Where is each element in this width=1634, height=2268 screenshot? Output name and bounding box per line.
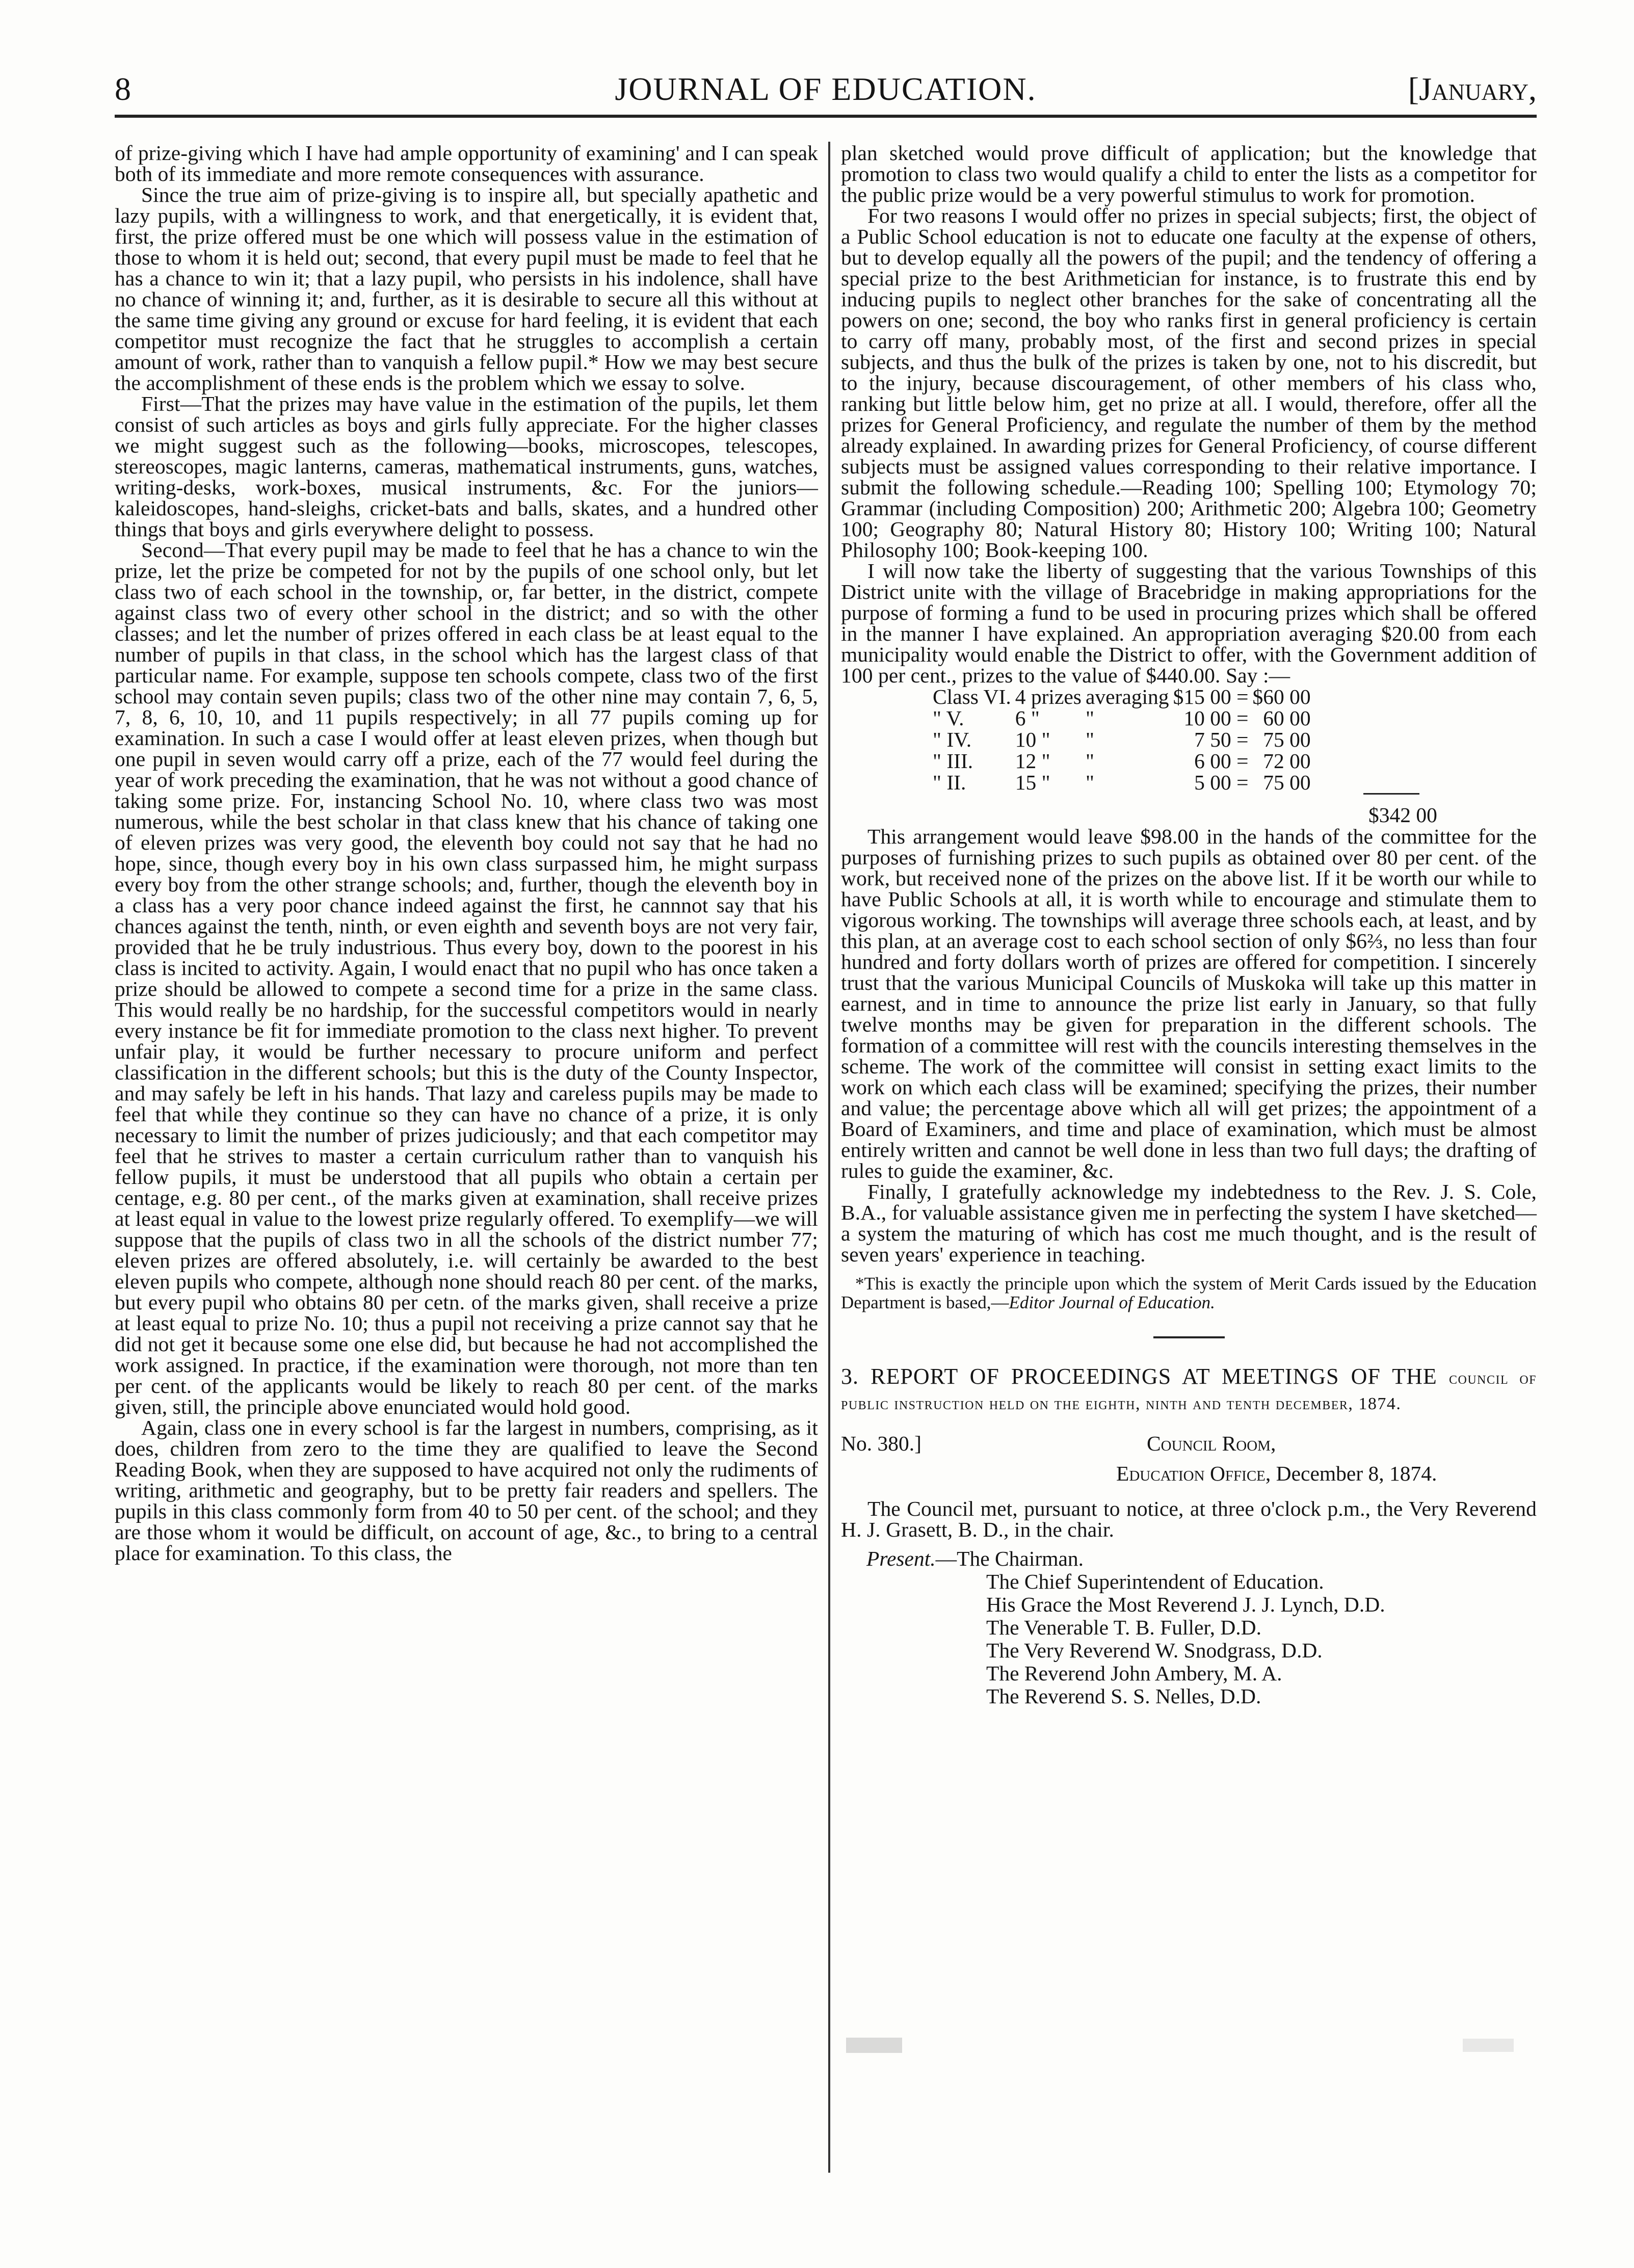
section-heading: 3. REPORT OF PROCEEDINGS AT MEETINGS OF THE council of public instruction held on the eighth, ninth and tenth december, 1874. [841, 1364, 1537, 1413]
table-cell: 10 00 = [1183, 706, 1249, 730]
paragraph: I will now take the liberty of suggesting that the various Townships of this District unite with the village of Bracebridge in making appropriations for the purpose of forming a fund to be used in procuring prizes which shall be offered in the manner I have explained. An appropriation averaging $20.00 from each municipality would enable the District to offer, with the Government addition of 100 per cent., prizes to the value of $440.00. Say :— [841, 559, 1537, 687]
list-item: The Chief Superintendent of Education. [986, 1570, 1324, 1593]
minute-header [841, 1429, 1537, 1458]
paragraph: Again, class one in every school is far the largest in numbers, comprising, as it does, children from zero to the time they are qualified to leave the Second Reading Book, when they are supposed to have acquired not only the rudiments of writing, arithmetic and geography, but to be pretty fair readers and spellers. The pupils in this class commonly form from 40 to 50 per cent. of the school; and they are those whom it would be difficult, on account of age, &c., to bring to a central place for examination. To this class, the [115, 1416, 818, 1565]
list-item: The Reverend S. S. Nelles, D.D. [986, 1684, 1261, 1708]
table-cell: 15 " [1015, 771, 1050, 794]
list-item: His Grace the Most Reverend J. J. Lynch, D.D. [986, 1593, 1385, 1616]
table-cell: 6 " [1015, 706, 1040, 730]
meeting-place: Council Room, [1147, 1432, 1276, 1455]
table-cell: 72 00 [1263, 749, 1311, 773]
table-cell: averaging [1085, 685, 1169, 708]
scan-smudge [1463, 2039, 1514, 2052]
table-cell: 60 00 [1263, 706, 1311, 730]
paragraph: Finally, I gratefully acknowledge my indebtedness to the Rev. J. S. Cole, B.A., for valuable assistance given me in perfecting the system I have sketched—a system the maturing of which has cost me much thought, and is the result of seven years' experience in teaching. [841, 1180, 1537, 1266]
table-cell: 4 prizes [1015, 685, 1082, 708]
meeting-date: Education Office, December 8, 1874. [1116, 1462, 1437, 1485]
list-item: The Reverend John Ambery, M. A. [986, 1662, 1282, 1685]
table-row [933, 750, 1315, 772]
table-cell: $60 00 [1252, 685, 1311, 708]
table-cell: " [1085, 771, 1094, 794]
table-cell: " [1085, 749, 1094, 773]
prize-total: $342 00 [1368, 803, 1437, 827]
paragraph: of prize-giving which I have had ample opportunity of examining' and I can speak both of its immediate and more remote consequences with assurance. [115, 141, 818, 186]
table-cell: " III. [933, 749, 973, 773]
table-row [933, 686, 1315, 707]
table-row [933, 729, 1315, 750]
table-cell: " [1085, 706, 1094, 730]
table-cell: $15 00 = [1173, 685, 1249, 708]
header-month: [January, [1408, 71, 1537, 107]
header-rule [115, 115, 1537, 118]
table-cell: 5 00 = [1194, 771, 1249, 794]
paragraph: First—That the prizes may have value in the estimation of the pupils, let them consist of such articles as boys and girls fully appreciate. For the higher classes we might suggest such as the following—books, microscopes, telescopes, stereoscopes, magic lanterns, cameras, mathematical instruments, guns, watches, writing-desks, work-boxes, musical instruments, &c. For the juniors—kaleidoscopes, hand-sleighs, cricket-bats and balls, skates, and a hundred other things that boys and girls everywhere delight to possess. [115, 392, 818, 541]
minute-number: No. 380.] [841, 1432, 921, 1455]
paragraph: The Council met, pursuant to notice, at three o'clock p.m., the Very Reverend H. J. Grasett, B. D., in the chair. [841, 1497, 1537, 1541]
left-column [115, 143, 818, 1564]
table-cell: " V. [933, 706, 964, 730]
table-cell: 6 00 = [1194, 749, 1249, 773]
paragraph: Second—That every pupil may be made to feel that he has a chance to win the prize, let the prize be competed for not by the pupils of one school only, but let class two of each school in the township, or, far better, in the district, compete against class two of every other school in the district; and so with the other classes; and let the number of prizes offered in each class be at least equal to the number of pupils in that class, in the school which has the largest class of that particular name. For example, suppose ten schools compete, class two of the first school may contain seven pupils; class two of the other nine may contain 7, 6, 5, 7, 8, 6, 10, 10, and 11 pupils respectively; in all 77 pupils coming up for examination. In such a case I would offer at least eleven prizes, when though but one pupil in seven would carry off a prize, each of the 77 would feel during the year of work preceding the examination, that he was not without a good chance of taking some prize. For, instancing School No. 10, where class two was most numerous, while the best scholar in that class knew that his chance of taking one of eleven prizes was very good, the eleventh boy could not say that he had no hope, since, though every boy in his own class surpassed him, he might surpass every boy from the other strange schools; and, further, though the eleventh boy in a class has a very poor chance indeed against the first, he cannnot say that his chances against the tenth, ninth, or even eighth and seventh boys are not very fair, provided that he be truly industrious. Thus every boy, down to the poorest in his class is incited to activity. Again, I would enact that no pupil who has once taken a prize should be allowed to compete a second time for a prize in the same class. This would really be no hardship, for the successful competitors would in nearly every instance be fit for immediate promotion to the class next higher. To prevent unfair play, it would be further necessary to procure uniform and perfect classification in the different schools; but this is the duty of the County Inspector, and may safely be left in his hands. That lazy and careless pupils may be made to feel that while they continue so they can have no chance of a prize, it is only necessary to limit the number of prizes judiciously; and that each competitor may feel that he strives to master a certain curriculum rather than to vanquish his fellow pupils, it must be understood that all pupils who obtain a certain per centage, e.g. 80 per cent., of the marks given at examination, shall receive prizes at least equal in value to the lowest prize regularly offered. To exemplify—we will suppose that the pupils of class two in all the schools of the district number 77; eleven prizes are offered absolutely, i.e. will certainly be awarded to the best eleven pupils who compete, although none should reach 80 per cent. of the marks, but every pupil who obtains 80 per cetn. of the marks given, shall receive a prize at least equal to prize No. 10; thus a pupil not receiving a prize cannot say that he did not get it because some one else did, but because he had not accomplished the work assigned. In practice, if the examination were thorough, not more than ten per cent. of the applicants would be likely to reach 80 per cent. of the marks given, still, the principle above enunciated would hold good. [115, 538, 818, 1418]
table-cell: " II. [933, 771, 966, 794]
footnote-editor-credit: Editor Journal of Education. [1009, 1293, 1215, 1312]
table-cell: 12 " [1015, 749, 1050, 773]
running-header [115, 67, 1537, 111]
table-row [933, 707, 1315, 729]
total-rule [1363, 793, 1419, 795]
page-number: 8 [115, 71, 131, 107]
table-cell: " IV. [933, 728, 972, 751]
paragraph: plan sketched would prove difficult of application; but the knowledge that promotion to class two would qualify a child to enter the lists as a competitor for the public prize would be a very powerful stimulus to work for promotion. [841, 141, 1537, 206]
table-cell: 10 " [1015, 728, 1050, 751]
column-divider [828, 142, 830, 2173]
table-cell: 7 50 = [1194, 728, 1249, 751]
present-line: Present.—The Chairman. [866, 1547, 1084, 1570]
table-cell: " [1085, 728, 1094, 751]
members-list [986, 1570, 1537, 1708]
prize-schedule-table [933, 686, 1315, 793]
section-rule [1153, 1336, 1225, 1338]
footnote: *This is exactly the principle upon which the system of Merit Cards issued by the Education Department is based,—Editor Journal of Education. [841, 1274, 1537, 1312]
right-column [841, 143, 1537, 1708]
scan-smudge [846, 2038, 902, 2053]
paragraph: Since the true aim of prize-giving is to inspire all, but specially apathetic and lazy pupils, with a willingness to work, and that energetically, it is evident that, first, the prize offered must be one which will possess value in the estimation of those to whom it is held out; second, that every pupil must be made to feel that he has a chance to win it; that a lazy pupil, who persists in his indolence, shall have no chance of winning it; and, further, as it is desirable to secure all this without at the same time giving any ground or excuse for hard feeling, it is evident that each competitor must recognize the fact that he struggles to accomplish a certain amount of work, rather than to vanquish a fellow pupil.* How we may best secure the accomplishment of these ends is the problem which we essay to solve. [115, 183, 818, 394]
list-item: The Venerable T. B. Fuller, D.D. [986, 1616, 1262, 1639]
paragraph: This arrangement would leave $98.00 in the hands of the committee for the purposes of furnishing prizes to such pupils as obtained over 80 per cent. of the work, but received none of the prizes on the above list. If it be worth our while to have Public Schools at all, it is worth while to encourage and stimulate them to vigorous working. The townships will average three schools each, at least, and by this plan, at an average cost to each school section of only $6⅔, no less than four hundred and forty dollars worth of prizes are offered for competition. I sincerely trust that the various Municipal Councils of Muskoka will take up this matter in earnest, and in time to announce the prize list early in January, so that fully twelve months may be given for preparation in the different schools. The formation of a committee will rest with the councils interesting themselves in the scheme. The work of the committee will consist in setting exact limits to the work on which each class will be examined; specifying the prizes, their number and value; the percentage above which all will get prizes; the appointment of a Board of Examiners, and time and place of examination, which must be almost entirely written and cannot be well done in less than two full days; the drafting of rules to guide the examiner, &c. [841, 825, 1537, 1182]
list-item: The Very Reverend W. Snodgrass, D.D. [986, 1639, 1323, 1662]
paragraph: For two reasons I would offer no prizes in special subjects; first, the object of a Public School education is not to educate one faculty at the expense of others, but to develop equally all the powers of the pupil; and the tendency of offering a special prize to the best Arithmetician for instance, is to frustrate this end by inducing pupils to neglect other branches for the sake of concentrating all the powers on one; second, the boy who ranks first in general proficiency is certain to carry off many, probably most, of the first and second prizes in special subjects, and thus the bulk of the prizes is taken by one, not to his discredit, but to the injury, because discouragement, of other members of his class who, ranking but little below him, get no prize at all. I would, therefore, offer all the prizes for General Proficiency, and regulate the number of them by the method already explained. In awarding prizes for General Proficiency, of course different subjects must be assigned values corresponding to their relative importance. I submit the following schedule.—Reading 100; Spelling 100; Etymology 70; Grammar (including Composition) 200; Arithmetic 200; Algebra 100; Geometry 100; Geography 80; Natural History 80; History 100; Writing 100; Natural Philosophy 100; Book-keeping 100. [841, 204, 1537, 562]
table-cell: Class VI. [933, 685, 1011, 708]
table-cell: 75 00 [1263, 728, 1311, 751]
journal-title: JOURNAL OF EDUCATION. [615, 71, 1037, 107]
table-cell: 75 00 [1263, 771, 1311, 794]
section-subtitle: council of public instruction held on the eighth, ninth and tenth december, 1874. [841, 1369, 1537, 1413]
table-row [933, 772, 1315, 793]
